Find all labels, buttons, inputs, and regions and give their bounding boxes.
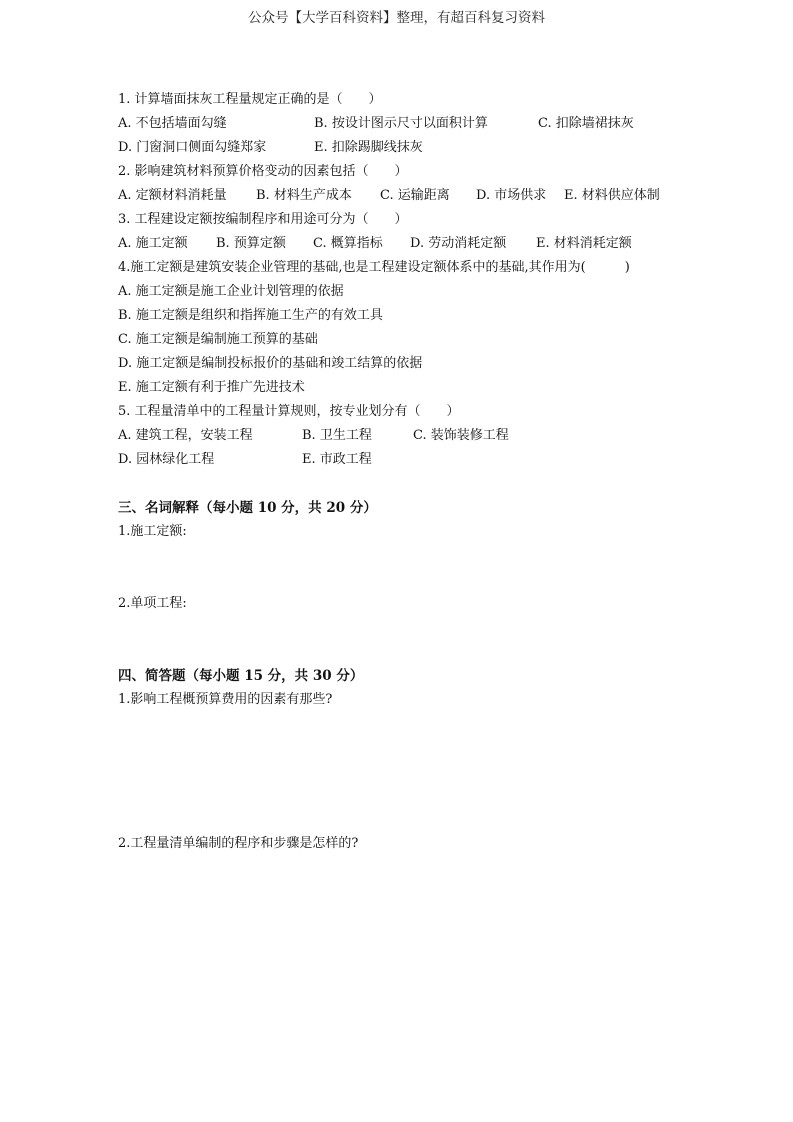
q2-option-d: D. 市场供求 bbox=[476, 188, 547, 203]
document-body bbox=[118, 88, 718, 856]
question-1-options-row-1 bbox=[118, 112, 718, 136]
q3-option-a: A. 施工定额 bbox=[118, 236, 188, 251]
question-3-stem: 3. 工程建设定额按编制程序和用途可分为（ ） bbox=[118, 212, 408, 227]
q2-option-e: E. 材料供应体制 bbox=[564, 188, 660, 203]
section-4-title: 四、简答题（每小题 15 分，共 30 分） bbox=[118, 668, 364, 684]
q1-option-a: A. 不包括墙面勾缝 bbox=[118, 116, 227, 131]
q2-option-c: C. 运输距离 bbox=[380, 188, 450, 203]
section-3-item-1: 1.施工定额: bbox=[118, 524, 187, 539]
q3-option-d: D. 劳动消耗定额 bbox=[410, 236, 507, 251]
q2-option-b: B. 材料生产成本 bbox=[256, 188, 352, 203]
section-3-title: 三、名词解释（每小题 10 分，共 20 分） bbox=[118, 500, 377, 516]
question-4-stem: 4.施工定额是建筑安装企业管理的基础,也是工程建设定额体系中的基础,其作用为( ) bbox=[118, 260, 630, 275]
q1-option-e: E. 扣除踢脚线抹灰 bbox=[314, 140, 423, 155]
q4-option-e: E. 施工定额有利于推广先进技术 bbox=[118, 380, 305, 395]
q5-option-b: B. 卫生工程 bbox=[302, 428, 372, 443]
q5-option-e: E. 市政工程 bbox=[302, 452, 372, 467]
section-3-item-2: 2.单项工程: bbox=[118, 596, 187, 611]
q5-option-d: D. 园林绿化工程 bbox=[118, 452, 215, 467]
q4-option-a: A. 施工定额是施工企业计划管理的依据 bbox=[118, 284, 344, 299]
q2-option-a: A. 定额材料消耗量 bbox=[118, 188, 227, 203]
q4-option-b: B. 施工定额是组织和指挥施工生产的有效工具 bbox=[118, 308, 383, 323]
section-4-item-1: 1.影响工程概预算费用的因素有那些? bbox=[118, 692, 333, 707]
q4-option-d: D. 施工定额是编制投标报价的基础和竣工结算的依据 bbox=[118, 356, 423, 371]
q3-option-c: C. 概算指标 bbox=[313, 236, 383, 251]
section-4-item-2: 2.工程量清单编制的程序和步骤是怎样的? bbox=[118, 836, 359, 851]
page-header: 公众号【大学百科资料】整理，有超百科复习资料 bbox=[248, 10, 545, 26]
question-3-options bbox=[118, 232, 718, 256]
q3-option-e: E. 材料消耗定额 bbox=[536, 236, 632, 251]
q3-option-b: B. 预算定额 bbox=[216, 236, 286, 251]
q5-option-c: C. 装饰装修工程 bbox=[413, 428, 509, 443]
q1-option-c: C. 扣除墙裙抹灰 bbox=[538, 116, 634, 131]
q5-option-a: A. 建筑工程，安装工程 bbox=[118, 428, 253, 443]
question-1-options-row-2 bbox=[118, 136, 718, 160]
question-5-options-row-2 bbox=[118, 448, 718, 472]
question-1-stem: 1. 计算墙面抹灰工程量规定正确的是（ ） bbox=[118, 92, 382, 107]
question-5-stem: 5. 工程量清单中的工程量计算规则，按专业划分有（ ） bbox=[118, 404, 460, 419]
q1-option-b: B. 按设计图示尺寸以面积计算 bbox=[314, 116, 488, 131]
q1-option-d: D. 门窗洞口侧面勾缝郑家 bbox=[118, 140, 267, 155]
question-2-options bbox=[118, 184, 718, 208]
q4-option-c: C. 施工定额是编制施工预算的基础 bbox=[118, 332, 318, 347]
question-2-stem: 2. 影响建筑材料预算价格变动的因素包括（ ） bbox=[118, 164, 408, 179]
question-5-options-row-1 bbox=[118, 424, 718, 448]
